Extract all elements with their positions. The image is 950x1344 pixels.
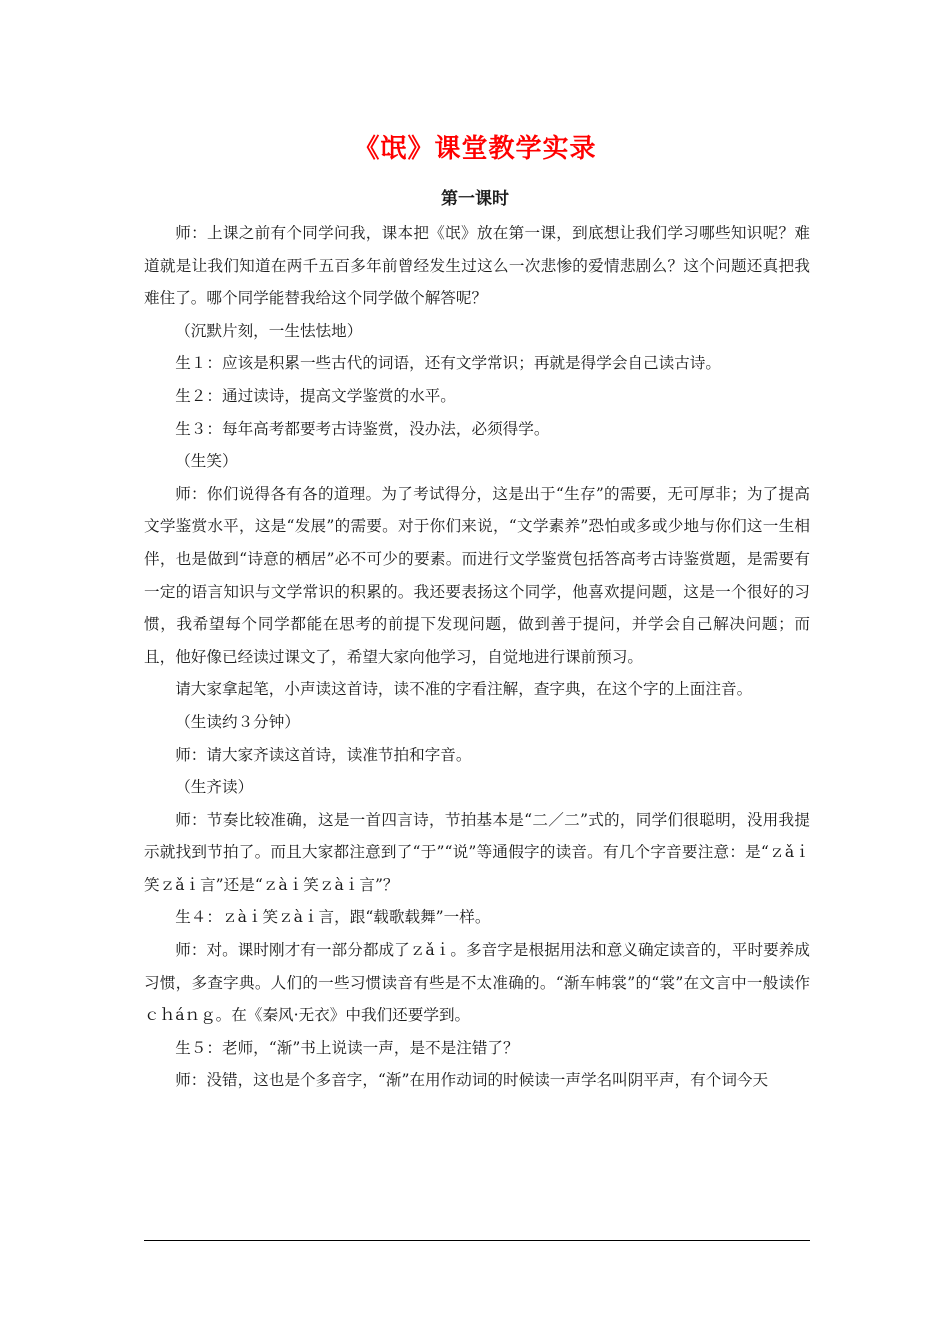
paragraph: （生齐读）: [175, 778, 254, 797]
paragraph: 师：节奏比较准确，这是一首四言诗，节拍基本是“二／二”式的，同学们很聪明，没用我提示就找到节拍了。而且大家都注意到了“于”“说”等通假字的读音。有几个字音要注意：是“ｚǎｉ笑ｚǎｉ言”还是“ｚàｉ笑ｚàｉ言”？: [144, 810, 810, 894]
paragraph: 请大家拿起笔，小声读这首诗，读不准的字看注解，查字典，在这个字的上面注音。: [175, 680, 753, 699]
footer-rule: [144, 1240, 810, 1241]
paragraph: 师：你们说得各有各的道理。为了考试得分，这是出于“生存”的需要，无可厚非；为了提高文学鉴赏水平，这是“发展”的需要。对于你们来说，“文学素养”恐怕或多或少地与你们这一生相伴，也是做到“诗意的栖居”必不可少的要素。而进行文学鉴赏包括答高考古诗鉴赏题，是需要有一定的语言知识与文学常识的积累的。我还要表扬这个同学，他喜欢提问题，这是一个很好的习惯，我希望每个同学都能在思考的前提下发现问题，做到善于提问，并学会自己解决问题；而且，他好像已经读过课文了，希望大家向他学习，自觉地进行课前预习。: [144, 484, 810, 666]
paragraph: 师：没错，这也是个多音字，“渐”在用作动词的时候读一声学名叫阴平声，有个词今天: [175, 1071, 769, 1090]
document-title: 《氓》课堂教学实录: [353, 134, 597, 164]
paragraph: 师：上课之前有个同学问我，课本把《氓》放在第一课，到底想让我们学习哪些知识呢？难道就是让我们知道在两千五百多年前曾经发生过这么一次悲惨的爱情悲剧么？这个问题还真把我难住了。哪个同学能替我给这个同学做个解答呢？: [144, 224, 810, 308]
paragraph: （沉默片刻，一生怯怯地）: [175, 321, 363, 340]
paragraph: （生笑）: [175, 452, 238, 471]
lesson-subtitle: 第一课时: [441, 189, 509, 209]
paragraph: 生５：老师，“渐”书上说读一声，是不是注错了？: [175, 1038, 519, 1057]
paragraph: 生１：应该是积累一些古代的词语，还有文学常识；再就是得学会自己读古诗。: [175, 354, 721, 373]
paragraph: 师：请大家齐读这首诗，读准节拍和字音。: [175, 745, 472, 764]
paragraph: 生３：每年高考都要考古诗鉴赏，没办法，必须得学。: [175, 419, 550, 438]
document-body: [144, 217, 810, 1097]
paragraph: 生４：ｚàｉ笑ｚàｉ言，跟“载歌载舞”一样。: [175, 908, 491, 927]
paragraph: （生读约３分钟）: [175, 712, 300, 731]
paragraph: 师：对。课时刚才有一部分都成了ｚǎｉ。多音字是根据用法和意义确定读音的，平时要养成习惯，多查字典。人们的一些习惯读音有些是不太准确的。“渐车帏裳”的“裳”在文言中一般读作ｃｈáｎｇ。在《秦风·无衣》中我们还要学到。: [144, 941, 810, 1025]
paragraph: 生２：通过读诗，提高文学鉴赏的水平。: [175, 386, 456, 405]
